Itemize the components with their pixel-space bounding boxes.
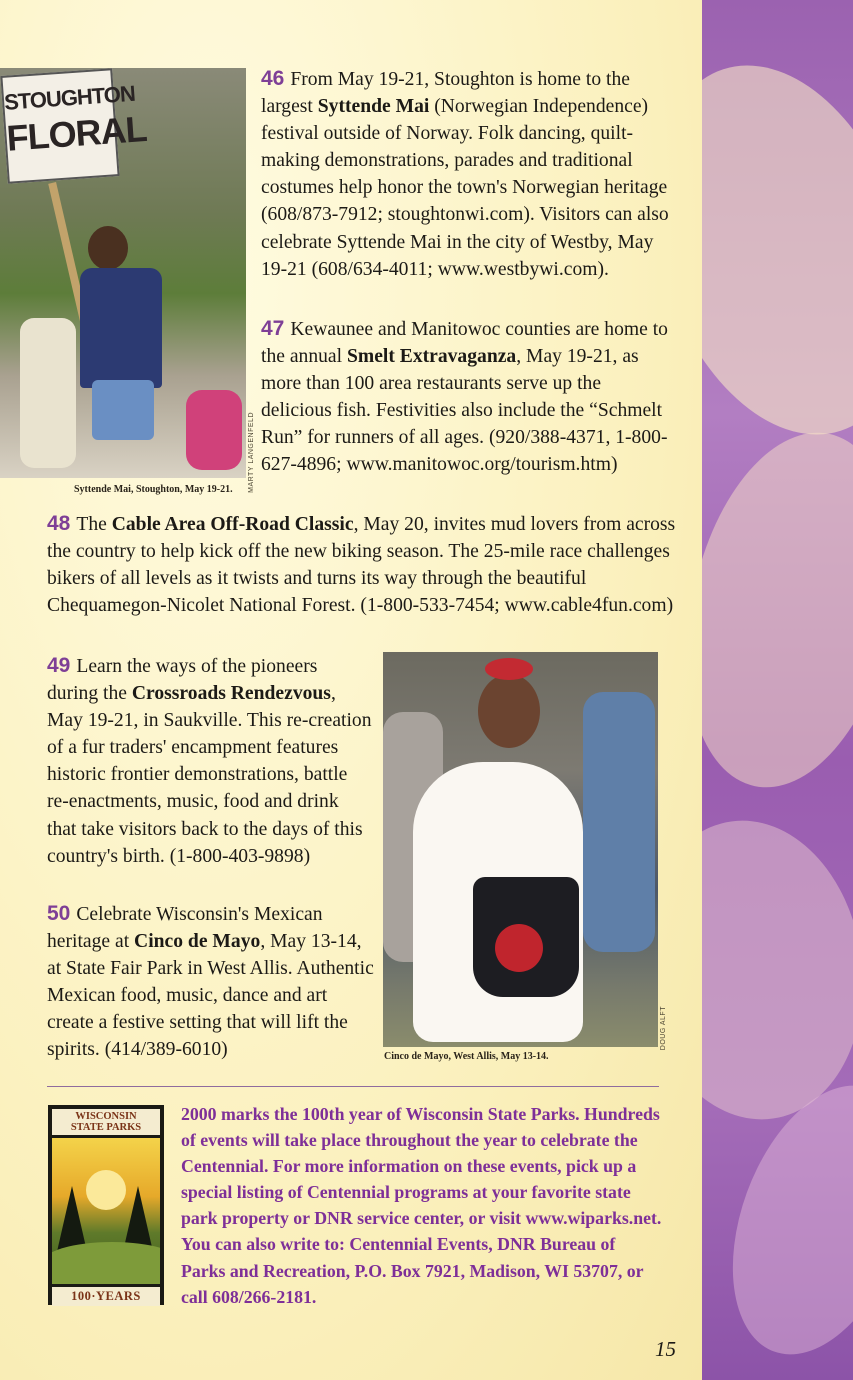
article-text: (Norwegian Independence) festival outside of Norway. Folk dancing, quilt-making demonstrations, parades and traditional costumes help honor the town's Norwegian heritage (608/873-7912; stoughtonwi.com). Visitors can also celebrate Syttende Mai in the city of Westby, May 19-21 (608/634-4011; www.westbywi.com). <box>261 96 669 280</box>
article-text: , May 19-21, as more than 100 area restaurants serve up the delicious fish. Festivities also include the “Schmelt Run” for runners of all ages. (920/388-4371, 1-800-627-4896; www.manitowoc.org/tourism.htm) <box>261 346 668 476</box>
logo-text-line2: STATE PARKS <box>70 1122 142 1133</box>
article-47 <box>261 315 671 479</box>
article-text: From May 19-21, Stoughton is home to the largest <box>261 69 630 118</box>
page-number: 15 <box>655 1337 676 1361</box>
sun-icon <box>86 1170 126 1210</box>
logo-text-line1: WISCONSIN <box>75 1111 137 1122</box>
article-number: 48 <box>47 512 71 535</box>
article-48 <box>47 510 677 619</box>
article-number: 49 <box>47 654 71 677</box>
article-46 <box>261 65 671 283</box>
event-name: Cinco de Mayo <box>134 931 261 953</box>
article-number: 47 <box>261 317 285 340</box>
article-text: Learn the ways of the pioneers during the <box>47 656 318 705</box>
syttende-mai-photo <box>0 68 246 478</box>
article-number: 50 <box>47 902 71 925</box>
event-name: Syttende Mai <box>317 96 430 118</box>
crowd-figure <box>583 692 655 952</box>
state-parks-100-years-logo <box>48 1105 164 1305</box>
flower-petal <box>702 413 853 807</box>
sign-text-line2: FLORAL <box>5 108 148 159</box>
event-name: Cable Area Off-Road Classic <box>111 514 354 535</box>
article-text: Celebrate Wisconsin's Mexican heritage at <box>47 904 323 953</box>
stoughton-floral-sign <box>0 68 148 184</box>
boy-head <box>88 226 128 270</box>
photo-caption: Cinco de Mayo, West Allis, May 13-14. <box>384 1051 549 1062</box>
spectator-figure <box>20 318 76 468</box>
spectator-figure <box>186 390 242 470</box>
article-text: The <box>76 514 112 535</box>
girl-head <box>478 674 540 748</box>
hill-shape <box>52 1242 160 1284</box>
section-divider <box>47 1086 659 1087</box>
photo-caption: Syttende Mai, Stoughton, May 19-21. <box>74 484 233 495</box>
hair-flower <box>485 658 533 680</box>
logo-header <box>52 1109 160 1135</box>
article-49 <box>47 652 372 870</box>
sign-text-line1: STOUGHTON <box>3 80 136 115</box>
dress-rose <box>495 924 543 972</box>
flower-background-strip <box>702 0 853 1380</box>
flower-petal <box>702 32 853 468</box>
logo-footer: 100·YEARS <box>52 1287 160 1306</box>
article-number: 46 <box>261 67 285 90</box>
boy-shorts <box>92 380 154 440</box>
photo-credit: MARTY LANGENFELD <box>248 412 255 493</box>
article-text: , May 20, invites mud lovers from across the country to help kick off the new biking season. The 25-mile race challenges bikers of all levels as it twists and turns its way through the beautiful Chequamegon-Nicolet National Forest. (1-800-533-7454; www.cable4fun.com) <box>47 514 676 617</box>
article-text: , May 19-21, in Saukville. This re-creation of a fur traders' encampment features historic frontier demonstrations, battle re-enactments, music, food and drink that take visitors back to the days of this country's birth. (1-800-403-9898) <box>47 683 372 867</box>
event-name: Crossroads Rendezvous <box>131 683 331 705</box>
photo-credit: DOUG ALFT <box>660 1006 667 1051</box>
article-text: Kewaunee and Manitowoc counties are home to the annual <box>261 319 668 368</box>
logo-landscape-art <box>52 1138 160 1284</box>
boy-uniform <box>80 268 162 388</box>
article-50 <box>47 900 377 1064</box>
flower-petal <box>702 806 853 1134</box>
event-name: Smelt Extravaganza <box>346 346 517 368</box>
cinco-de-mayo-photo <box>383 652 658 1047</box>
centennial-notice: 2000 marks the 100th year of Wisconsin State Parks. Hundreds of events will take place throughout the year to celebrate the Centennial. For more information on these events, pick up a special listing of Centennial programs at your favorite state park property or DNR service center, or visit www.wiparks.net. You can also write to: Centennial Events, DNR Bureau of Parks and Recreation, P.O. Box 7921, Madison, WI 53707, or call 608/266-2181. <box>181 1104 662 1307</box>
article-text: , May 13-14, at State Fair Park in West Allis. Authentic Mexican food, music, dance and art create a festive setting that will lift the spirits. (414/389-6010) <box>47 931 374 1061</box>
